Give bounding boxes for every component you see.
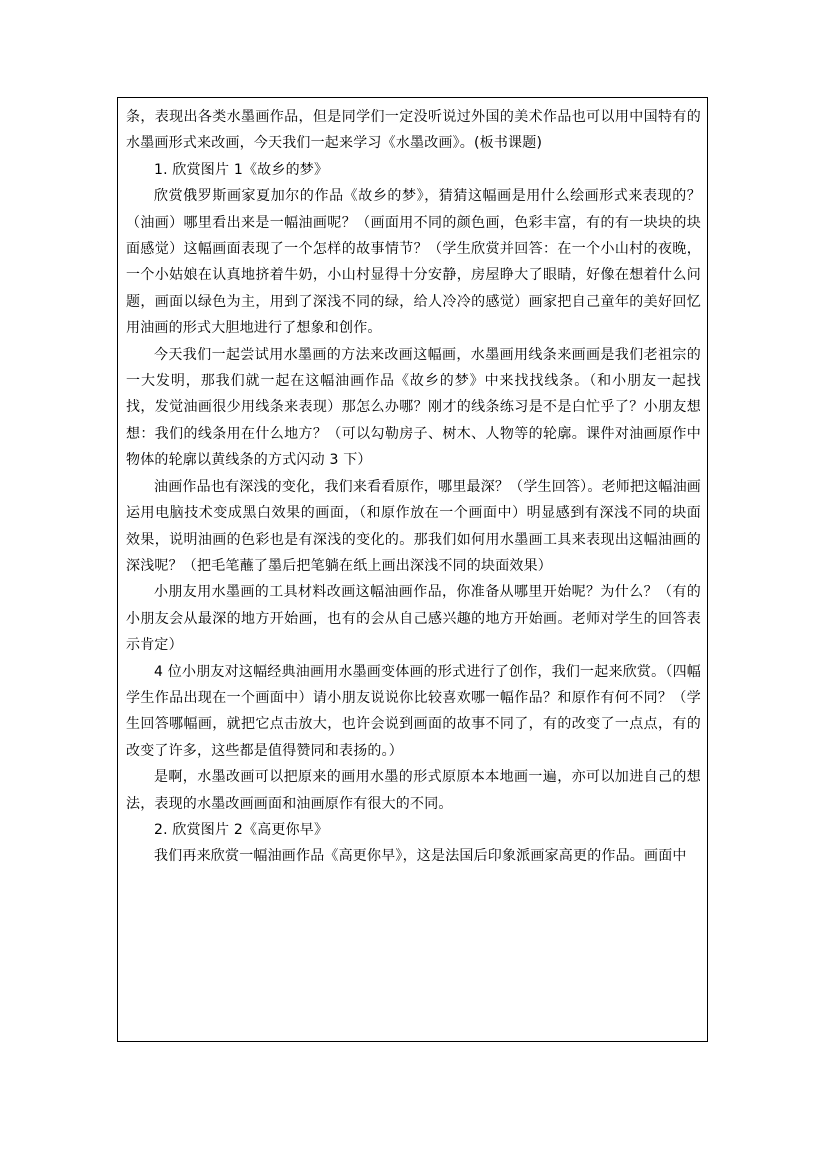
paragraph-shading: 油画作品也有深浅的变化，我们来看看原作，哪里最深？（学生回答）。老师把这幅油画运用电脑技术变成黑白效果的画面，（和原作放在一个画面中）明显感到有深浅不同的块面效果，说明油画的色彩也是有深浅的变化的。那我们如何用水墨画工具来表现出这幅油画的深浅呢？（把毛笔蘸了墨后把笔躺在纸上画出深浅不同的块面效果） <box>126 478 701 574</box>
paragraph-start-point: 小朋友用水墨画的工具材料改画这幅油画作品，你准备从哪里开始呢？为什么？（有的小朋友会从最深的地方开始画，也有的会从自己感兴趣的地方开始画。老师对学生的回答表示肯定） <box>126 584 701 654</box>
paragraph-lines: 今天我们一起尝试用水墨画的方法来改画这幅画，水墨画用线条来画画是我们老祖宗的一大发明，那我们就一起在这幅油画作品《故乡的梦》中来找找线条。（和小朋友一起找找，发觉油画很少用线条来表现）那怎么办哪？刚才的线条练习是不是白忙乎了？小朋友想想：我们的线条用在什么地方？（可以勾勒房子、树木、人物等的轮廓。课件对油画原作中物体的轮廓以黄线条的方式闪动 3 下） <box>126 346 701 469</box>
paragraph-gauguin: 我们再来欣赏一幅油画作品《高更你早》，这是法国后印象派画家高更的作品。画面中 <box>154 848 687 865</box>
paragraph-intro: 条，表现出各类水墨画作品，但是同学们一定没听说过外国的美术作品也可以用中国特有的水墨画形式来改画，今天我们一起来学习《水墨改画》。(板书课题) <box>126 109 701 152</box>
document-body <box>126 104 701 870</box>
paragraph-appreciation: 欣赏俄罗斯画家夏加尔的作品《故乡的梦》，猜猜这幅画是用什么绘画形式来表现的？（油画）哪里看出来是一幅油画呢？（画面用不同的颜色画，色彩丰富，有的有一块块的块面感觉）这幅画面表现了一个怎样的故事情节？（学生欣赏并回答：在一个小山村的夜晚，一个小姑娘在认真地挤着牛奶，小山村显得十分安静，房屋睁大了眼睛，好像在想着什么问题，画面以绿色为主，用到了深浅不同的绿，给人冷冷的感觉）画家把自己童年的美好回忆用油画的形式大胆地进行了想象和创作。 <box>126 188 701 337</box>
paragraph-summary: 是啊，水墨改画可以把原来的画用水墨的形式原原本本地画一遍，亦可以加进自己的想法，表现的水墨改画画面和油画原作有很大的不同。 <box>126 769 701 812</box>
paragraph-student-works: 4 位小朋友对这幅经典油画用水墨画变体画的形式进行了创作，我们一起来欣赏。（四幅学生作品出现在一个画面中）请小朋友说说你比较喜欢哪一幅作品？和原作有何不同？（学生回答哪幅画，就把它点击放大，也许会说到画面的故事不同了，有的改变了一点点，有的改变了许多，这些都是值得赞同和表扬的。） <box>126 663 701 759</box>
section-heading-1: 1. 欣赏图片 1《故乡的梦》 <box>154 161 329 178</box>
table-cell-frame <box>117 97 708 1042</box>
section-heading-2: 2. 欣赏图片 2《高更你早》 <box>154 821 329 838</box>
